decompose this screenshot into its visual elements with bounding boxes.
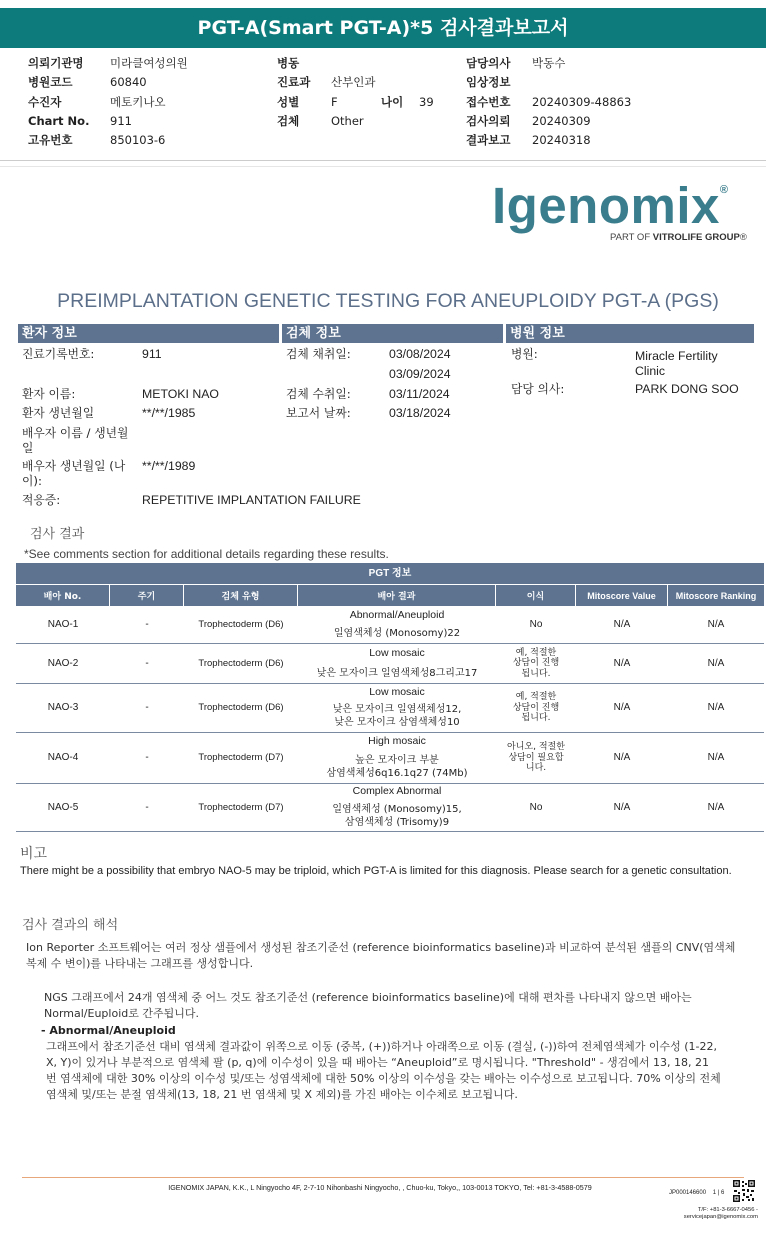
report-banner	[0, 8, 766, 48]
result-detail-2: 삼염색체성 (Trisomy)9	[344, 816, 450, 828]
interpretation-heading	[41, 1023, 176, 1039]
hdr-label: 결과보고	[466, 133, 511, 148]
page-number: 1 | 6	[712, 1190, 725, 1196]
record-label: 진료기록번호:	[22, 347, 95, 361]
pgt-table-title-text: PGT 정보	[368, 568, 412, 579]
table-row	[16, 784, 764, 832]
spouse-name-label: 배우자 이름 / 생년월일	[22, 426, 129, 455]
cell-mitoscore-ranking: N/A	[707, 657, 725, 669]
patient-name-label: 환자 이름:	[22, 387, 76, 401]
hdr-value: 미라클여성의원	[110, 56, 188, 70]
hdr-value: 20240309-48863	[532, 94, 632, 109]
hdr-label: 성별	[277, 94, 300, 109]
col-transfer	[496, 584, 576, 606]
result-detail: 높은 모자이크 부분	[355, 754, 439, 766]
hospital-value: Miracle Fertility Clinic	[635, 349, 718, 378]
result-detail-2: 삼염색체성6q16.1q27 (74Mb)	[326, 767, 468, 779]
remarks-text: There might be a possibility that embryo NAO-5 may be triploid, which PGT-A is limited for this diagnosis. Please search for a genetic consultation.	[20, 865, 732, 877]
result-class: Low mosaic	[369, 647, 425, 659]
col-transfer-label: 이식	[526, 592, 545, 602]
cell-mitoscore-value: N/A	[613, 702, 631, 714]
cell-result	[298, 784, 496, 831]
section-patient-bar	[18, 324, 279, 343]
hdr-value: 산부인과	[331, 75, 376, 90]
age-value: 39	[419, 94, 434, 109]
report-title: PREIMPLANTATION GENETIC TESTING FOR ANEUPLOIDY PGT-A (PGS)	[57, 290, 719, 312]
cell-transfer: 예, 적절한 상담이 진행됩니다.	[512, 647, 560, 679]
cell-mitoscore-ranking: N/A	[707, 801, 725, 813]
result-detail-group	[333, 703, 462, 729]
doctor-label: 담당 의사:	[511, 382, 565, 396]
section-hospital-title: 병원 정보	[510, 326, 565, 341]
interpretation-title: 검사 결과의 해석	[22, 918, 119, 933]
indication-label: 적응증:	[22, 493, 61, 507]
cell-sample-type: Trophectoderm (D6)	[198, 657, 284, 669]
hospital-label: 병원:	[511, 347, 538, 361]
hdr-value: 20240318	[532, 133, 591, 148]
hdr-label: 진료과	[277, 75, 311, 90]
report-date-value: 03/18/2024	[389, 406, 451, 420]
result-detail-2: 낮은 모자이크 삼염색체성10	[334, 717, 460, 729]
cell-embryo: NAO-1	[47, 618, 79, 630]
result-class: Abnormal/Aneuploid	[349, 608, 445, 621]
cell-cycle: -	[145, 752, 149, 764]
logo-name: Igenomix	[492, 177, 720, 234]
patient-dob-label: 환자 생년월일	[22, 406, 95, 420]
header-col3	[466, 54, 631, 150]
collect-value-2: 03/09/2024	[389, 367, 451, 381]
cell-sample-type: Trophectoderm (D7)	[198, 752, 284, 764]
receive-value: 03/11/2024	[389, 387, 450, 401]
logo-sub-mark: ®	[739, 232, 747, 243]
cell-mitoscore-value: N/A	[613, 752, 631, 764]
col-embryo-label: 배아 No.	[43, 592, 82, 602]
hdr-label: 병동	[277, 56, 300, 70]
result-detail: 낮은 모자이크 일염색체성8그리고17	[316, 667, 478, 679]
cell-mitoscore-value: N/A	[613, 801, 631, 813]
col-cycle-label: 주기	[137, 592, 156, 602]
pgt-table-title	[16, 563, 764, 584]
collect-value-1: 03/08/2024	[389, 347, 451, 361]
col-embryo	[16, 584, 110, 606]
hdr-value: 60840	[110, 75, 147, 90]
footer-contact	[660, 1207, 758, 1221]
header-divider	[0, 160, 766, 161]
result-detail: 일염색체성 (Monosomy)22	[333, 628, 461, 639]
cell-result	[298, 606, 496, 643]
cell-embryo: NAO-5	[47, 801, 79, 813]
result-detail-group	[332, 803, 461, 829]
col-result	[298, 584, 496, 606]
hdr-value: 박동수	[532, 56, 566, 70]
hdr-label: 수진자	[28, 94, 62, 109]
result-class: Complex Abnormal	[352, 785, 442, 798]
cell-mitoscore-ranking: N/A	[707, 702, 725, 714]
table-row	[16, 644, 764, 684]
hdr-value: 20240309	[532, 113, 591, 128]
cell-mitoscore-ranking: N/A	[707, 752, 725, 764]
doc-code: JP000146600	[669, 1190, 707, 1196]
result-detail: 일염색체성 (Monosomy)15,	[332, 803, 462, 815]
cell-cycle: -	[145, 618, 149, 630]
cell-sample-type: Trophectoderm (D7)	[198, 801, 284, 813]
col-sample-type	[184, 584, 298, 606]
banner-title: PGT-A(Smart PGT-A)*5 검사결과보고서	[197, 17, 569, 39]
hdr-label: Chart No.	[28, 113, 90, 128]
col-cycle	[110, 584, 184, 606]
footer-email: servicejapan@igenomix.com	[683, 1214, 758, 1220]
interpretation-p3: 그래프에서 참조기준선 대비 염색체 결과값이 위쪽으로 이동 (중복, (+))하거나 아래쪽으로 이동 (결실, (-))하여 전체염색체가 이수성 (1-22, X, Y)이 있거나 부분적으로 염색체 팔 (p, q)에 이수성이 있을 때 배아는 “Aneuploid”로 명시됩니다. "Threshold" - 생검에서 13, 18, 21 번 염색체에 대한 30% 이상의 이수성 및/또는 성염색체에 대한 50% 이상의 이수성을 갖는 배아는 이수성으로 보고됩니다. 70% 이상의 전체 염색체 및/또는 분절 염색체(13, 18, 21 번 염색체 및 X 제외)를 가진 배아는 이수체로 보고됩니다.	[46, 1040, 721, 1101]
col-mitoscore-ranking-label: Mitoscore Ranking	[675, 590, 757, 601]
hdr-value: 911	[110, 113, 132, 128]
age-label: 나이	[381, 94, 404, 109]
hdr-label: 담당의사	[466, 56, 511, 70]
cell-transfer: No	[529, 801, 543, 813]
section-sample-title: 검체 정보	[286, 326, 341, 341]
patient-name-value: METOKI NAO	[142, 387, 219, 401]
qr-code-icon	[733, 1180, 755, 1202]
footer-doc-code	[669, 1190, 724, 1196]
hdr-value: 메토키나오	[110, 94, 166, 109]
hdr-label: 검체	[277, 113, 300, 128]
logo-sub-brand: VITROLIFE GROUP	[652, 232, 740, 243]
col-mitoscore-ranking	[668, 584, 764, 606]
table-row	[16, 733, 764, 784]
report-date-label: 보고서 날짜:	[286, 406, 351, 420]
footer-divider	[22, 1177, 744, 1178]
cell-mitoscore-value: N/A	[613, 657, 631, 669]
section-hospital-bar	[506, 324, 754, 343]
cell-cycle: -	[145, 657, 149, 669]
col-mitoscore-value-label: Mitoscore Value	[587, 590, 656, 601]
cell-embryo: NAO-4	[47, 752, 79, 764]
cell-cycle: -	[145, 801, 149, 813]
record-value: 911	[142, 347, 162, 361]
footer-tel: T/F: +81-3-6667-0456 -	[697, 1207, 758, 1213]
result-detail-group	[326, 754, 467, 780]
collect-label: 검체 채취일:	[286, 347, 351, 361]
logo-sub-prefix: PART OF	[610, 232, 653, 243]
header-col1	[28, 54, 188, 150]
cell-sample-type: Trophectoderm (D6)	[198, 702, 284, 714]
cell-transfer: 아니오, 적절한 상담이 필요합니다.	[507, 742, 565, 774]
cell-result	[298, 733, 496, 783]
spouse-dob-value: **/**/1989	[142, 459, 196, 473]
col-result-label: 배아 결과	[377, 592, 416, 602]
hdr-value: Other	[331, 113, 364, 128]
cell-mitoscore-ranking: N/A	[707, 618, 725, 630]
footer-address: IGENOMIX JAPAN, K.K., L Ningyocho 4F, 2-7-10 Nihonbashi Ningyocho, , Chuo-ku, Tokyo,, 103-0013 TOKYO, Tel: +81-3-4588-0579	[168, 1183, 592, 1192]
result-class: High mosaic	[368, 735, 426, 748]
header-divider-secondary	[0, 166, 766, 167]
hdr-value: 850103-6	[110, 133, 166, 148]
igenomix-logo	[492, 176, 728, 235]
col-mitoscore-value	[576, 584, 668, 606]
logo-subtitle	[610, 232, 747, 243]
cell-embryo: NAO-3	[47, 702, 79, 714]
table-row	[16, 606, 764, 644]
doctor-value: PARK DONG SOO	[635, 382, 739, 396]
table-row	[16, 684, 764, 733]
section-patient-title: 환자 정보	[22, 326, 77, 341]
results-note: *See comments section for additional details regarding these results.	[24, 547, 389, 561]
receive-label: 검체 수취일:	[286, 387, 351, 401]
cell-result	[298, 684, 496, 732]
cell-transfer: No	[529, 618, 543, 630]
cell-transfer: 예, 적절한 상담이 진행됩니다.	[512, 692, 560, 724]
cell-result	[298, 644, 496, 683]
hdr-label: 병원코드	[28, 75, 73, 90]
logo-mark: ®	[719, 184, 729, 196]
hdr-label: 접수번호	[466, 94, 511, 109]
cell-embryo: NAO-2	[47, 657, 79, 669]
col-sample-type-label: 검체 유형	[221, 592, 260, 602]
hdr-label: 임상정보	[466, 75, 511, 90]
cell-cycle: -	[145, 702, 149, 714]
interpretation-p1: Ion Reporter 소프트웨어는 여러 정상 샘플에서 생성된 참조기준선 (reference bioinformatics baseline)과 비교하여 분석된 샘플의 CNV(염색체 복제 수 변이)를 나타내는 그래프를 생성합니다.	[26, 941, 736, 970]
result-class: Low mosaic	[369, 685, 425, 698]
header-col2	[277, 54, 434, 131]
hdr-label: 의뢰기관명	[28, 56, 84, 70]
cell-sample-type: Trophectoderm (D6)	[198, 618, 284, 630]
result-detail: 낮은 모자이크 일염색체성12,	[332, 704, 462, 716]
section-sample-bar	[282, 324, 503, 343]
results-title: 검사 결과	[30, 527, 85, 542]
patient-dob-value: **/**/1985	[142, 406, 196, 420]
spouse-dob-label: 배우자 생년월일 (나이):	[22, 459, 126, 488]
hdr-value: F	[331, 94, 338, 109]
hdr-label: 고유번호	[28, 133, 73, 148]
cell-mitoscore-value: N/A	[613, 618, 631, 630]
remarks-title: 비고	[20, 846, 48, 862]
hdr-label: 검사의뢰	[466, 113, 511, 128]
aneuploid-heading: - Abnormal/Aneuploid	[41, 1024, 176, 1037]
indication-value: REPETITIVE IMPLANTATION FAILURE	[142, 493, 361, 507]
interpretation-p2: NGS 그래프에서 24개 염색체 중 어느 것도 참조기준선 (reference bioinformatics baseline)에 대해 편차를 나타내지 않으면 배아는 Normal/Euploid로 간주됩니다.	[44, 991, 692, 1020]
